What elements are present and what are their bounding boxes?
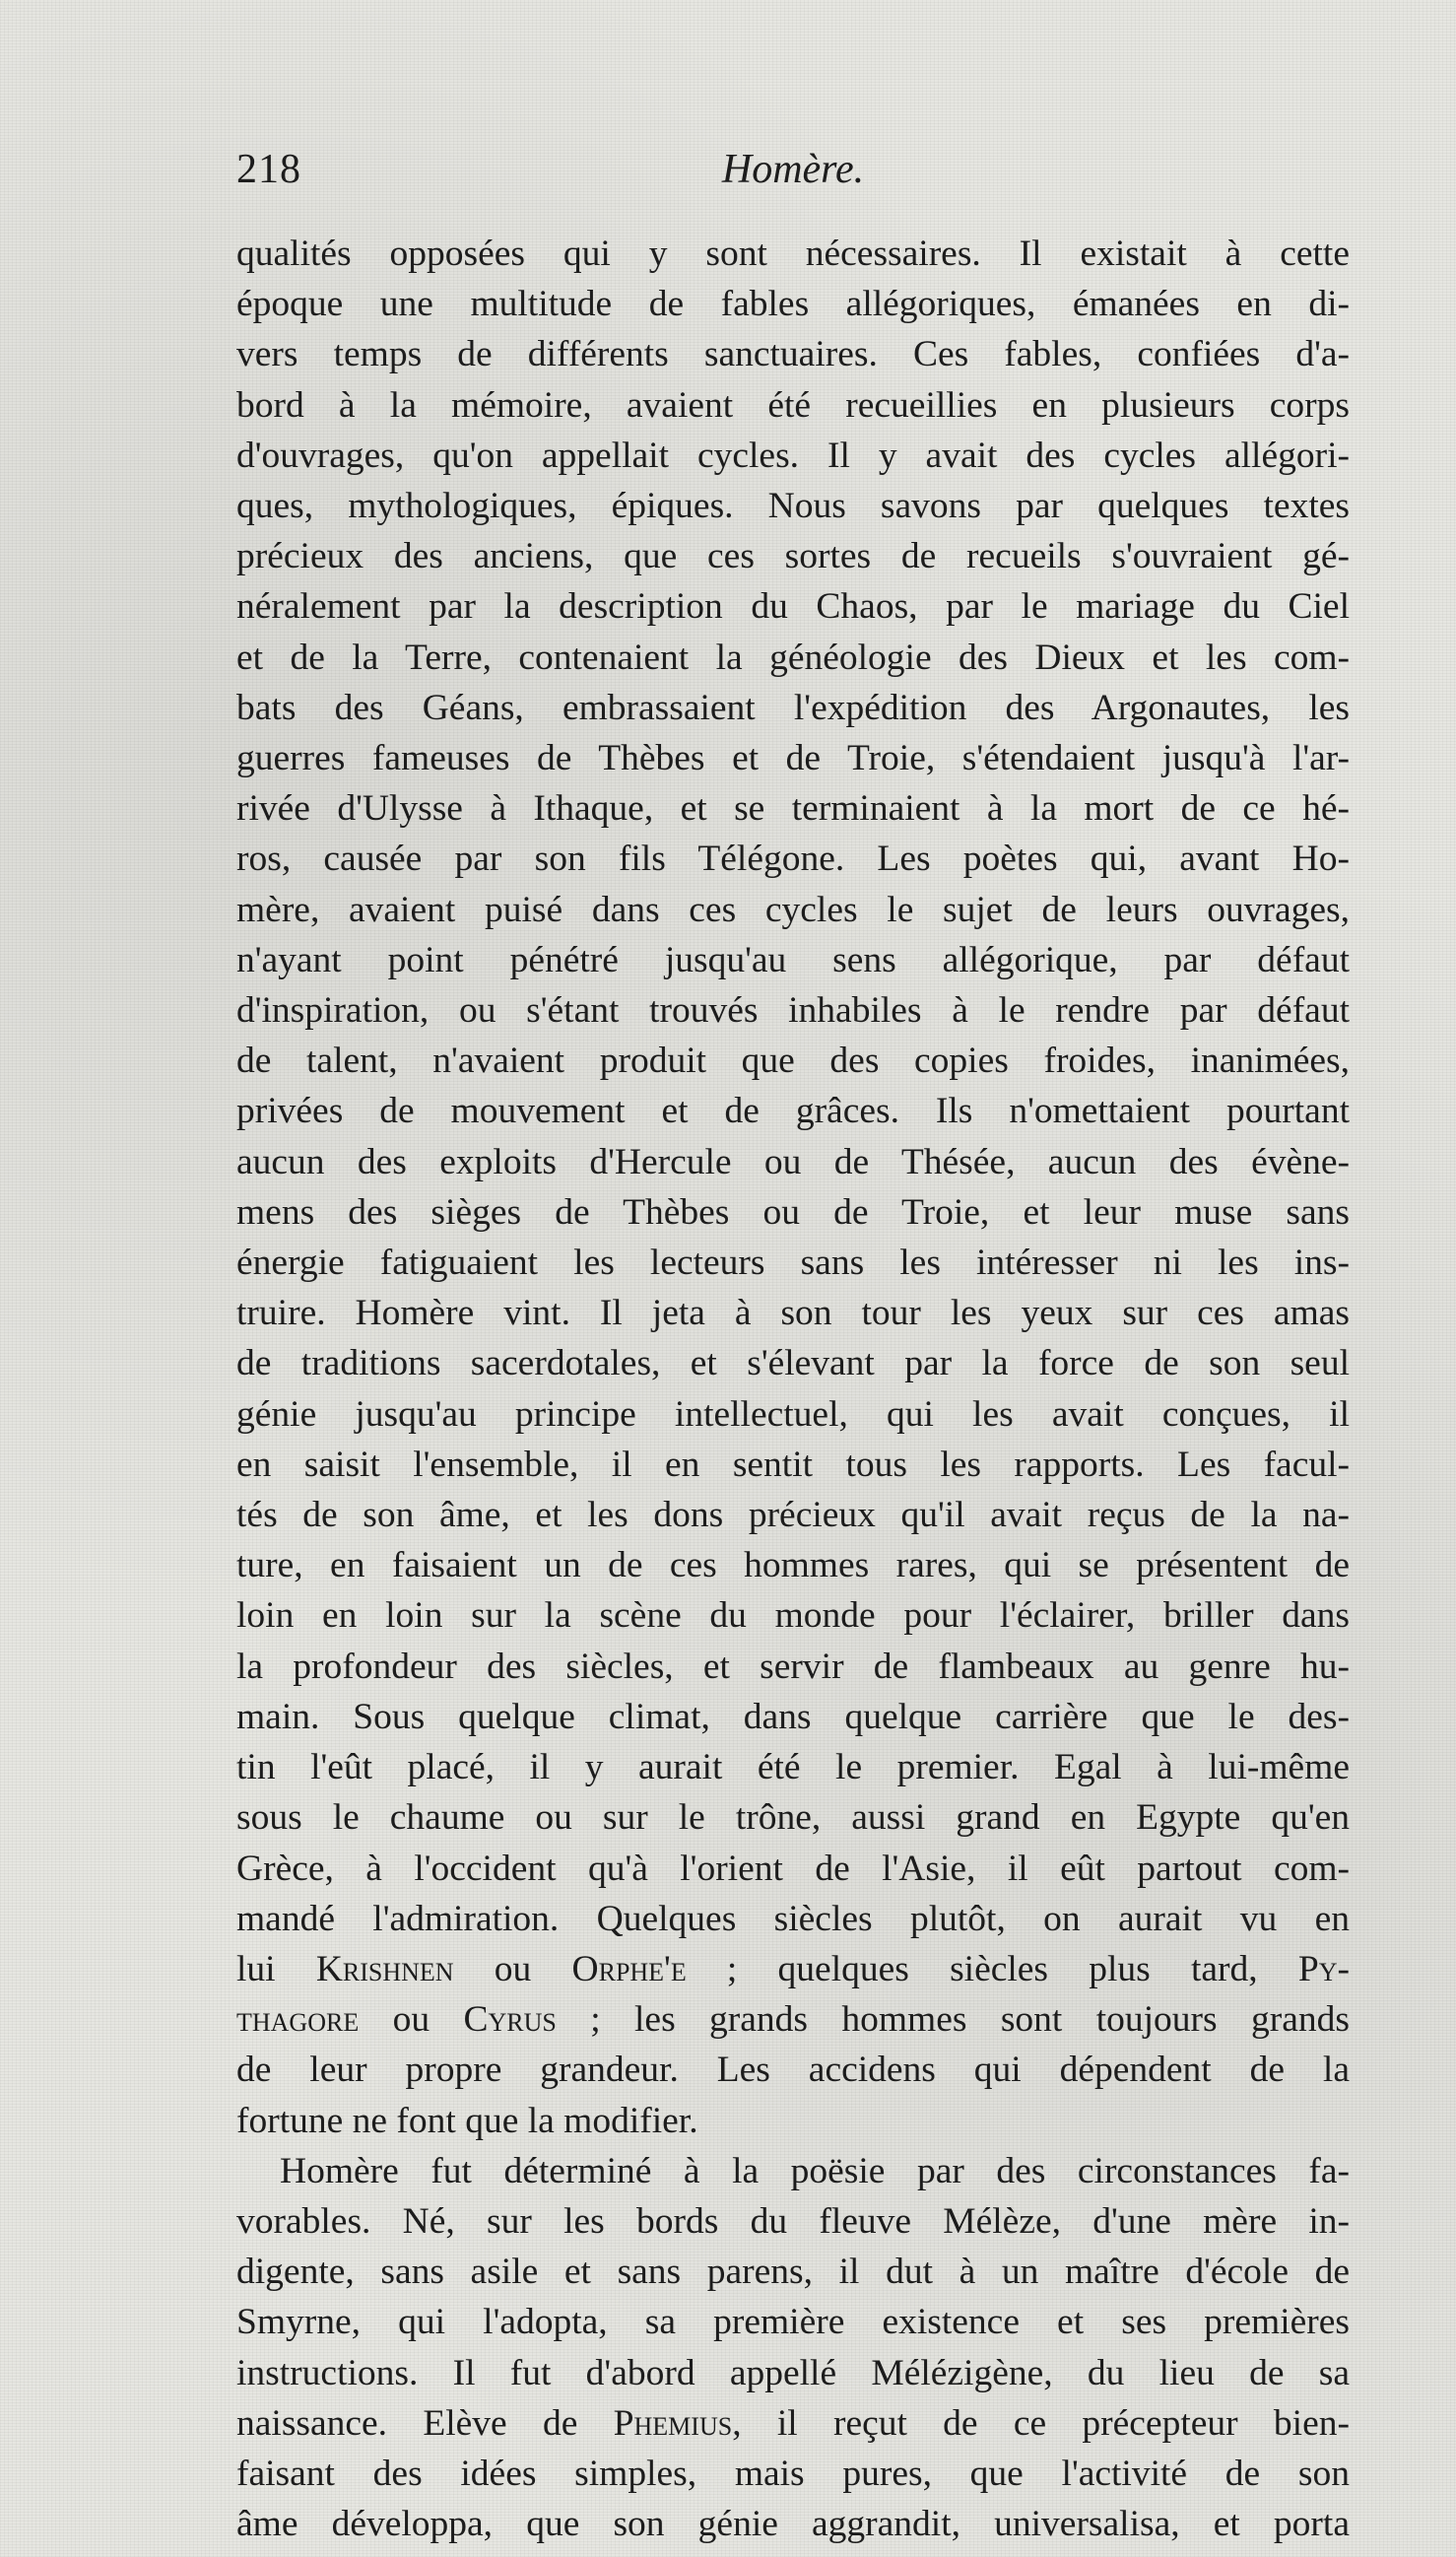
text-line: Smyrne, qui l'adopta, sa première existence et ses premières xyxy=(236,2302,1350,2343)
text-line: rivée d'Ulysse à Ithaque, et se terminaient à la mort de ce hé- xyxy=(236,788,1350,830)
text-line: tés de son âme, et les dons précieux qu'il avait reçus de la na- xyxy=(236,1495,1350,1536)
text-run: ou xyxy=(359,1999,464,2041)
text-run: ; quelques siècles plus tard, xyxy=(686,1948,1298,1989)
body-text xyxy=(236,229,1350,2549)
text-line: loin en loin sur la scène du monde pour l'éclairer, briller dans xyxy=(236,1595,1350,1637)
text-line: vorables. Né, sur les bords du fleuve Mélèze, d'une mère in- xyxy=(236,2200,1350,2242)
small-caps-name: Cyrus xyxy=(463,1999,557,2041)
text-line xyxy=(236,1944,1350,1994)
text-line: génie jusqu'au principe intellectuel, qui les avait conçues, il xyxy=(236,1393,1350,1435)
text-run: lui xyxy=(236,1948,316,1989)
text-line: instructions. Il fut d'abord appellé Mélézigène, du lieu de sa xyxy=(236,2352,1350,2393)
text-line: ros, causée par son fils Télégone. Les poètes qui, avant Ho- xyxy=(236,839,1350,880)
text-run: ou xyxy=(453,1948,572,1989)
text-line: de leur propre grandeur. Les accidens qui dépendent de la xyxy=(236,2050,1350,2091)
text-line: époque une multitude de fables allégoriques, émanées en di- xyxy=(236,284,1350,325)
text-line: mère, avaient puisé dans ces cycles le sujet de leurs ouvrages, xyxy=(236,889,1350,930)
text-line xyxy=(236,1994,1350,2045)
small-caps-name: thagore xyxy=(236,1999,360,2041)
text-line: n'ayant point pénétré jusqu'au sens allégorique, par défaut xyxy=(236,939,1350,980)
page-number: 218 xyxy=(236,147,301,192)
text-line: truire. Homère vint. Il jeta à son tour les yeux sur ces amas xyxy=(236,1293,1350,1334)
text-line: sous le chaume ou sur le trône, aussi grand en Egypte qu'en xyxy=(236,1797,1350,1839)
running-head: Homère. xyxy=(721,147,865,192)
text-line: tin l'eût placé, il y aurait été le premier. Egal à lui-même xyxy=(236,1747,1350,1788)
text-line: âme développa, que son génie aggrandit, universalisa, et porta xyxy=(236,2504,1350,2545)
text-line: vers temps de différents sanctuaires. Ces fables, confiées d'a- xyxy=(236,334,1350,375)
text-line: guerres fameuses de Thèbes et de Troie, s'étendaient jusqu'à l'ar- xyxy=(236,738,1350,779)
text-line: main. Sous quelque climat, dans quelque carrière que le des- xyxy=(236,1696,1350,1737)
text-run: ; les grands hommes sont toujours grands xyxy=(556,1999,1350,2041)
text-run: naissance. Elève de xyxy=(236,2402,614,2444)
text-line: en saisit l'ensemble, il en sentit tous les rapports. Les facul- xyxy=(236,1444,1350,1485)
small-caps-name: Orphe'e xyxy=(571,1948,687,1989)
text-line: fortune ne font que la modifier. xyxy=(236,2100,698,2141)
text-line: ques, mythologiques, épiques. Nous savons par quelques textes xyxy=(236,486,1350,527)
text-line: privées de mouvement et de grâces. Ils n'omettaient pourtant xyxy=(236,1091,1350,1132)
text-line: précieux des anciens, que ces sortes de recueils s'ouvraient gé- xyxy=(236,536,1350,577)
small-caps-name: Py- xyxy=(1297,1948,1350,1989)
text-line: digente, sans asile et sans parens, il dut à un maître d'école de xyxy=(236,2252,1350,2293)
text-line: d'inspiration, ou s'étant trouvés inhabiles à le rendre par défaut xyxy=(236,990,1350,1032)
text-line: d'ouvrages, qu'on appellait cycles. Il y avait des cycles allégori- xyxy=(236,435,1350,476)
page-header xyxy=(236,146,1350,205)
text-line: de traditions sacerdotales, et s'élevant par la force de son seul xyxy=(236,1343,1350,1384)
text-line: bord à la mémoire, avaient été recueillies en plusieurs corps xyxy=(236,384,1350,426)
small-caps-name: Phemius xyxy=(613,2402,733,2444)
text-line: ture, en faisaient un de ces hommes rares, qui se présentent de xyxy=(236,1545,1350,1586)
text-line: énergie fatiguaient les lecteurs sans les intéresser ni les ins- xyxy=(236,1243,1350,1284)
text-line: la profondeur des siècles, et servir de flambeaux au genre hu- xyxy=(236,1646,1350,1687)
text-line: aucun des exploits d'Hercule ou de Thésée, aucun des évène- xyxy=(236,1141,1350,1182)
text-line: de talent, n'avaient produit que des copies froides, inanimées, xyxy=(236,1041,1350,1082)
text-line: mens des sièges de Thèbes ou de Troie, et leur muse sans xyxy=(236,1191,1350,1233)
text-line: faisant des idées simples, mais pures, que l'activité de son xyxy=(236,2453,1350,2494)
text-line: mandé l'admiration. Quelques siècles plutôt, on aurait vu en xyxy=(236,1898,1350,1939)
text-line: Grèce, à l'occident qu'à l'orient de l'Asie, il eût partout com- xyxy=(236,1848,1350,1889)
text-run: , il reçut de ce précepteur bien- xyxy=(732,2402,1350,2444)
text-line: et de la Terre, contenaient la généologie des Dieux et les com- xyxy=(236,637,1350,678)
small-caps-name: Krishnen xyxy=(315,1948,454,1989)
text-line: bats des Géans, embrassaient l'expédition des Argonautes, les xyxy=(236,687,1350,728)
text-line xyxy=(236,2398,1350,2449)
text-line: qualités opposées qui y sont nécessaires. Il existait à cette xyxy=(236,234,1350,274)
text-line: Homère fut déterminé à la poësie par des circonstances fa- xyxy=(280,2150,1350,2191)
text-line: néralement par la description du Chaos, par le mariage du Ciel xyxy=(236,586,1350,628)
